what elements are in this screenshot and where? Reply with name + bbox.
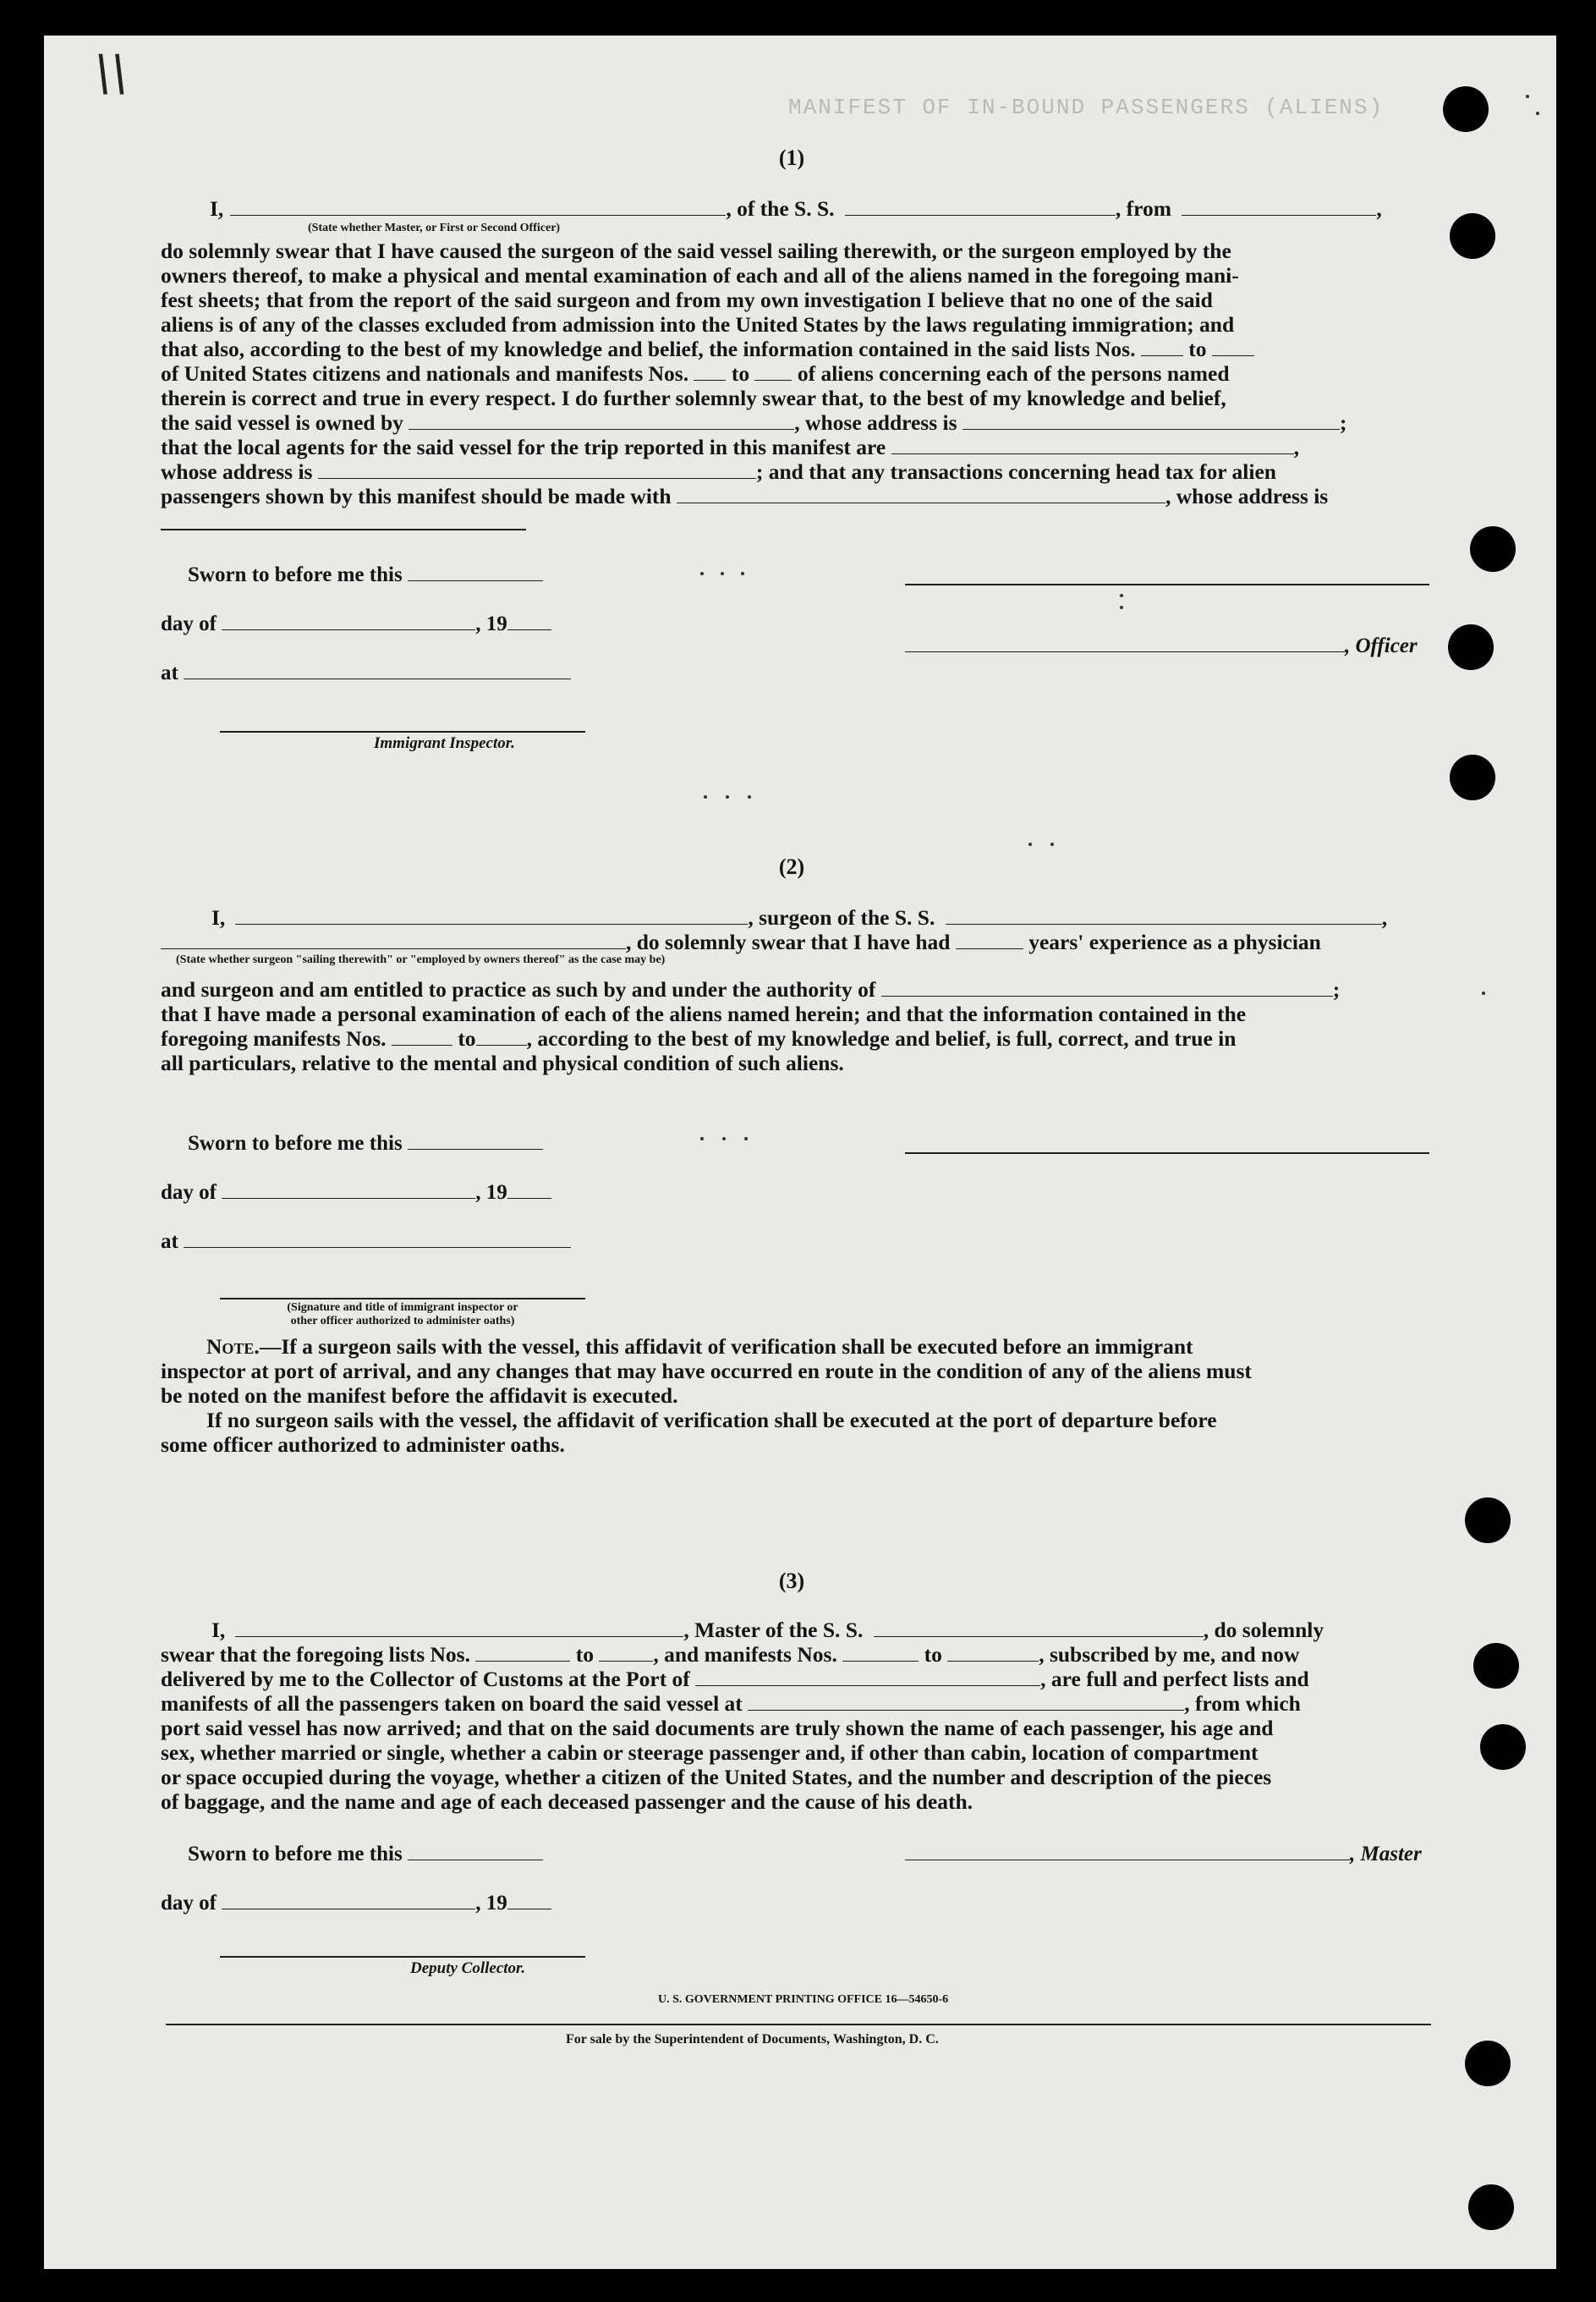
sworn-day-blank-1[interactable] xyxy=(408,562,543,581)
note-block xyxy=(161,1334,1252,1457)
from-port-blank[interactable] xyxy=(1182,196,1376,216)
section-1-body-line: therein is correct and true in every respect. I do further solemnly swear that, to the best of my knowledge and belief, xyxy=(161,386,1226,410)
dust-speck xyxy=(1526,95,1529,98)
lists-from-blank[interactable] xyxy=(1141,337,1183,356)
section-3-heading: (3) xyxy=(778,1569,805,1593)
section-3-body-line: sex, whether married or single, whether a cabin or steerage passenger and, if other than cabin, location of compartment xyxy=(161,1740,1259,1765)
day-of-line-3: day of , 19 xyxy=(161,1890,551,1915)
at-place-blank-1[interactable] xyxy=(184,660,571,679)
dust-speck xyxy=(1482,992,1485,995)
surgeon-name-blank[interactable] xyxy=(235,905,748,925)
signature-caption: (Signature and title of immigrant inspector or other officer authorized to administer oaths) xyxy=(287,1301,518,1327)
at-line-1: at xyxy=(161,660,571,685)
punch-hole xyxy=(1465,1497,1511,1543)
s3-manifests-from-blank[interactable] xyxy=(842,1642,919,1662)
note-line: be noted on the manifest before the affidavit is executed. xyxy=(161,1383,678,1408)
headtax-contact-blank[interactable] xyxy=(677,484,1165,503)
s3-manifests-to-blank[interactable] xyxy=(947,1642,1039,1662)
surgeon-signature-rule xyxy=(905,1152,1429,1154)
day-month-blank-1[interactable] xyxy=(222,611,475,630)
boarding-port-blank[interactable] xyxy=(748,1691,1184,1711)
dust-speck xyxy=(744,1137,748,1140)
verifier-signature-rule xyxy=(220,1298,585,1299)
officer-caption: (State whether Master, or First or Second Officer) xyxy=(308,222,561,234)
dust-speck xyxy=(704,795,707,799)
punch-hole xyxy=(1448,624,1494,670)
section-3-boarded-line: manifests of all the passengers taken on board the said vessel at , from which xyxy=(161,1691,1301,1716)
section-1-body xyxy=(161,239,1346,508)
note-label: Note. xyxy=(206,1334,260,1359)
section-2-manifests-line: foregoing manifests Nos. to , according to the best of my knowledge and belief, is full, correct, and true in xyxy=(161,1026,1237,1051)
authority-blank[interactable] xyxy=(881,977,1333,997)
section-1-headtax-line: passengers shown by this manifest should be made with , whose address is xyxy=(161,484,1329,508)
s2-manifests-from-blank[interactable] xyxy=(392,1026,452,1046)
dust-speck xyxy=(726,795,729,799)
s2-manifests-to-blank[interactable] xyxy=(476,1026,527,1046)
sworn-day-blank-3[interactable] xyxy=(408,1841,543,1860)
section-3-master-line: I, , Master of the S. S. , do solemnly xyxy=(211,1618,1325,1642)
punch-hole xyxy=(1450,213,1495,259)
section-3-port-line: delivered by me to the Collector of Customs at the Port of , are full and perfect lists and xyxy=(161,1667,1309,1691)
dust-speck xyxy=(700,572,704,575)
section-2-body-line: that I have made a personal examination of each of the aliens named herein; and that the information contained in the xyxy=(161,1002,1247,1026)
officer-name-blank[interactable] xyxy=(230,196,726,216)
lists-to-blank[interactable] xyxy=(1212,337,1254,356)
s3-lists-to-blank[interactable] xyxy=(599,1642,653,1662)
manifests-to-blank[interactable] xyxy=(754,361,792,381)
section-1-body-line: fest sheets; that from the report of the said surgeon and from my own investigation I believe that no one of the said xyxy=(161,288,1213,312)
master-signature-blank[interactable] xyxy=(905,1841,1350,1860)
sworn-day-blank-2[interactable] xyxy=(408,1130,543,1150)
dust-speck xyxy=(748,795,751,799)
at-place-blank-2[interactable] xyxy=(184,1228,571,1248)
year-blank-2[interactable] xyxy=(507,1179,551,1199)
note-line: —If a surgeon sails with the vessel, this affidavit of verification shall be executed before an immigrant xyxy=(259,1334,1193,1359)
section-1-body-line: aliens is of any of the classes excluded from admission into the United States by the laws regulating immigration; and xyxy=(161,312,1235,337)
printing-office-line: U. S. GOVERNMENT PRINTING OFFICE 16—54650-6 xyxy=(658,1993,949,2006)
collector-caption: Deputy Collector. xyxy=(410,1959,526,1977)
note2-line: If no surgeon sails with the vessel, the affidavit of verification shall be executed at the port of departure before xyxy=(206,1408,1217,1432)
section-1-heading: (1) xyxy=(778,146,805,170)
day-of-line-2: day of , 19 xyxy=(161,1179,551,1205)
punch-hole xyxy=(1480,1724,1526,1770)
dust-speck xyxy=(1120,606,1123,609)
section-3-body-line: or space occupied during the voyage, whether a citizen of the United States, and the number and description of the pieces xyxy=(161,1765,1272,1789)
section-3-lists-line: swear that the foregoing lists Nos. to , and manifests Nos. to , subscribed by me, and now xyxy=(161,1642,1300,1667)
dust-speck xyxy=(1028,843,1032,846)
punch-hole xyxy=(1470,526,1516,572)
note-line: inspector at port of arrival, and any changes that may have occurred en route in the condition of any of the aliens must xyxy=(161,1359,1252,1383)
section-1-agents-address-line: whose address is ; and that any transactions concerning head tax for alien xyxy=(161,459,1276,484)
bleed-through-text: MANIFEST OF IN-BOUND PASSENGERS (ALIENS) xyxy=(788,95,1385,120)
punch-hole xyxy=(1473,1643,1519,1689)
at-line-2: at xyxy=(161,1228,571,1254)
agents-blank[interactable] xyxy=(891,435,1294,454)
officer-signature-rule-1 xyxy=(905,584,1429,585)
dust-speck xyxy=(700,1137,704,1140)
punch-hole xyxy=(1443,86,1489,132)
officer-signature-line: , Officer xyxy=(905,633,1418,658)
master-ship-blank[interactable] xyxy=(874,1618,1204,1637)
note2-line: some officer authorized to administer oaths. xyxy=(161,1432,565,1457)
punch-hole xyxy=(1465,2041,1511,2086)
owner-blank[interactable] xyxy=(409,410,794,430)
day-month-blank-2[interactable] xyxy=(222,1179,475,1199)
section-3-body-line: of baggage, and the name and age of each deceased passenger and the cause of his death. xyxy=(161,1789,974,1814)
day-of-line-1: day of , 19 xyxy=(161,611,551,636)
section-1-owner-line: the said vessel is owned by , whose address is ; xyxy=(161,410,1347,435)
section-1-body-line: owners thereof, to make a physical and mental examination of each and all of the aliens named in the foregoing mani- xyxy=(161,263,1239,288)
form-page xyxy=(44,36,1556,2269)
section-1-line-1: I, , of the S. S. , from , xyxy=(210,196,1382,221)
year-blank-1[interactable] xyxy=(507,611,551,630)
surgeon-type-blank[interactable] xyxy=(161,930,626,949)
dust-speck xyxy=(1120,594,1123,597)
sworn-line-3: Sworn to before me this xyxy=(188,1841,543,1866)
officer-signature-blank[interactable] xyxy=(905,633,1345,652)
section-2-body xyxy=(161,977,1340,1075)
section-3-body xyxy=(161,1618,1324,1814)
dust-speck xyxy=(741,572,744,575)
ship-name-blank[interactable] xyxy=(845,196,1116,216)
section-2-heading: (2) xyxy=(778,854,805,879)
collector-port-blank[interactable] xyxy=(695,1667,1040,1686)
surgeon-caption: (State whether surgeon "sailing therewith" or "employed by owners thereof" as the case may be) xyxy=(176,953,666,966)
footer-rule xyxy=(166,2024,1431,2025)
for-sale-line: For sale by the Superintendent of Documents, Washington, D. C. xyxy=(566,2032,939,2047)
handwritten-mark: \\ xyxy=(95,44,129,102)
headtax-address-rule xyxy=(161,529,526,530)
section-2-line-2: , do solemnly swear that I have had years' experience as a physician xyxy=(161,930,1321,954)
inspector-signature-rule xyxy=(220,731,585,733)
section-3-body-line: port said vessel has now arrived; and that on the said documents are truly shown the name of each passenger, his age and xyxy=(161,1716,1274,1740)
punch-hole xyxy=(1450,755,1495,800)
section-1-body-line: do solemnly swear that I have caused the surgeon of the said vessel sailing therewith, or the surgeon employed by the xyxy=(161,239,1231,263)
collector-signature-rule xyxy=(220,1956,585,1958)
years-blank[interactable] xyxy=(956,930,1023,949)
section-1-agents-line: that the local agents for the said vessel for the trip reported in this manifest are , xyxy=(161,435,1299,459)
year-blank-3[interactable] xyxy=(507,1890,551,1909)
section-1-lists-line: that also, according to the best of my knowledge and belief, the information contained in the said lists Nos. to xyxy=(161,337,1346,361)
dust-speck xyxy=(1050,843,1054,846)
dust-speck xyxy=(1536,112,1539,115)
dust-speck xyxy=(721,572,724,575)
section-2-body-line: all particulars, relative to the mental and physical condition of such aliens. xyxy=(161,1051,844,1075)
punch-hole xyxy=(1468,2184,1514,2230)
inspector-caption: Immigrant Inspector. xyxy=(374,734,515,752)
master-name-blank[interactable] xyxy=(235,1618,683,1637)
dust-speck xyxy=(722,1137,726,1140)
section-2-line-1: I, , surgeon of the S. S. , xyxy=(211,905,1388,930)
sworn-line-1: Sworn to before me this xyxy=(188,562,543,587)
section-1-manifests-line: of United States citizens and nationals and manifests Nos. to of aliens concerning each of the persons named xyxy=(161,361,1230,386)
section-2-authority-line: and surgeon and am entitled to practice as such by and under the authority of ; xyxy=(161,977,1341,1002)
surgeon-ship-blank[interactable] xyxy=(946,905,1382,925)
day-month-blank-3[interactable] xyxy=(222,1890,475,1909)
manifests-from-blank[interactable] xyxy=(694,361,726,381)
owner-address-blank[interactable] xyxy=(963,410,1340,430)
agents-address-blank[interactable] xyxy=(318,459,756,479)
s3-lists-from-blank[interactable] xyxy=(475,1642,570,1662)
sworn-line-2: Sworn to before me this xyxy=(188,1130,543,1156)
master-signature-line: , Master xyxy=(905,1841,1422,1866)
